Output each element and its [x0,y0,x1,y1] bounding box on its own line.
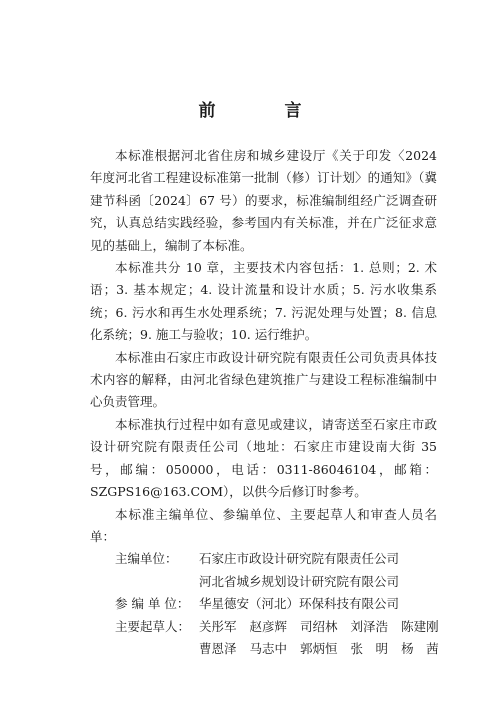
drafters-line-1 [199,616,452,638]
chief-unit-item: 石家庄市政设计研究院有限责任公司 [199,551,400,567]
drafter-name: 陈建刚 [401,618,439,634]
co-units-label: 参 编 单 位： [115,596,190,612]
chief-units-values [199,548,437,593]
drafters-line-2 [199,638,452,660]
page-title: 前 言 [198,101,328,121]
co-unit-item: 华星德安（河北）环保科技有限公司 [199,596,400,612]
drafter-name: 曹恩泽 [199,640,237,656]
drafters-row [90,616,437,661]
drafter-name: 赵彦辉 [249,618,288,634]
drafter-name: 司绍林 [300,618,338,634]
drafter-name: 马志中 [249,640,288,656]
drafter-name: 杨 茜 [401,640,439,656]
chief-units-row [90,548,437,593]
drafters-values [199,616,452,661]
paragraph-contents: 本标准共分 10 章，主要技术内容包括：1. 总则；2. 术语；3. 基本规定；4. 设计流量和设计水质；5. 污水收集系统；6. 污水和再生水处理系统；7. 污泥处理与处置；8. 信息化系统；9. 施工与验收；10. 运行维护。 [90,260,437,343]
drafter-name: 刘泽浩 [350,618,389,634]
document-body [90,145,437,660]
paragraph-basis: 本标准根据河北省住房和城乡建设厅《关于印发〈2024 年度河北省工程建设标准第一批制（修）订计划〉的通知》（冀建节科函〔2024〕67 号）的要求，标准编制组经广泛调查研究，认真总结实践经验，参考国内有关标准，并在广泛征求意见的基础上，编制了本标准。 [90,148,437,253]
chief-units-label: 主编单位： [115,551,178,567]
paragraph-feedback: 本标准执行过程中如有意见或建议，请寄送至石家庄市政设计研究院有限责任公司（地址：石家庄市建设南大街 35 号，邮编：050000，电话：0311-86046104，邮箱：SZGPS16@163.COM），以供今后修订时参考。 [90,416,437,500]
paragraph-interpretation: 本标准由石家庄市政设计研究院有限责任公司负责具体技术内容的解释，由河北省绿色建筑推广与建设工程标准编制中心负责管理。 [90,349,437,410]
co-units-values [199,593,437,615]
unit-list [90,548,437,660]
drafter-name: 张 明 [350,640,389,656]
paragraph-list-intro: 本标准主编单位、参编单位、主要起草人和审查人员名单： [90,506,437,544]
drafters-label: 主要起草人： [115,618,191,634]
drafter-name: 关彤军 [199,618,237,634]
drafter-name: 郭炳恒 [300,640,338,656]
chief-unit-item: 河北省城乡规划设计研究院有限公司 [199,573,400,589]
co-units-row [90,593,437,615]
